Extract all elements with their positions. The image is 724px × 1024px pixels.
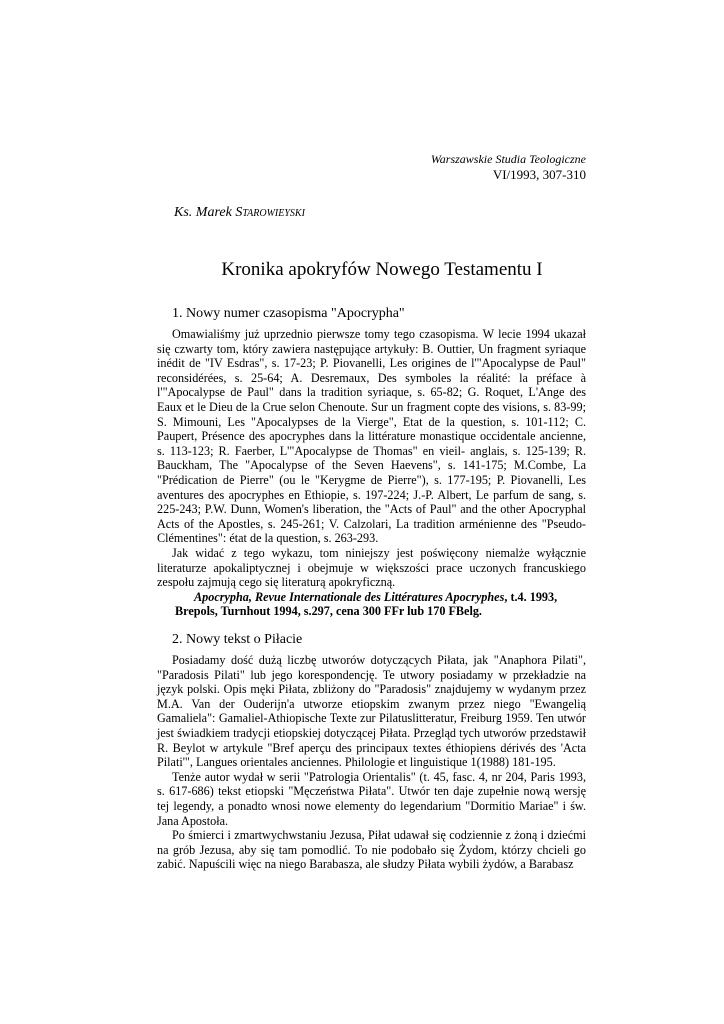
paragraph: Tenże autor wydał w serii "Patrologia Orientalis" (t. 45, fasc. 4, nr 204, Paris 1993, s. 617-686) tekst etiopski "Męczeństwa Piłata". Utwór ten daje zupełnie nową wersję tej legendy, a ponadto wnosi nowe elementy do legendarium "Dormitio Mariae" i św. Jana Apostoła.: [157, 769, 586, 828]
paragraph: Po śmierci i zmartwychwstaniu Jezusa, Piłat udawał się codziennie z żoną i dziećmi na grób Jezusa, aby się tam pomodlić. To nie podobało się Żydom, którzy chcieli go zabić. Napuścili więc na niego Barabasza, ale słudzy Piłata wybili żydów, a Barabasz: [157, 828, 586, 872]
section-1-heading: 1. Nowy numer czasopisma "Apocrypha": [172, 306, 405, 321]
journal-name: Warszawskie Studia Teologiczne: [430, 152, 586, 166]
section-2-heading: 2. Nowy tekst o Piłacie: [172, 632, 303, 647]
author-surname: Starowieyski: [235, 205, 305, 220]
journal-header: [431, 152, 586, 182]
author-prefix: Ks. Marek: [174, 205, 236, 220]
bibliography-title: Apocrypha, Revue Internationale des Littératures Apocryphes: [194, 589, 505, 604]
paragraph: Posiadamy dość dużą liczbę utworów dotyczących Piłata, jak "Anaphora Pilati", "Paradosis Pilati" lub jego korespondencję. Te utwory posiadamy w przekładzie na język polski. Opis męki Piłata, zbliżony do "Paradosis" znajdujemy w wydanym przez M.A. Van der Ouderijn'a utworze etiopskim zwanym przez niego "Ewangelią Gamaliela": Gamaliel-Athiopische Texte zur Pilatuslitteratur, Freiburg 1959. Ten utwór jest świadkiem tradycji etiopskiej dotyczącej Piłata. Przegląd tych utworów przedstawił R. Beylot w artykule "Bref aperçu des principaux textes éthiopiens dérivés des 'Acta Pilati'", Langues orientales anciennes. Philologie et linguistique 1(1988) 181-195.: [157, 653, 586, 770]
bibliography-details: , t.4. 1993,: [504, 589, 558, 604]
bibliography-entry: [157, 590, 586, 619]
journal-issue: VI/1993, 307-310: [492, 167, 586, 182]
author-line: [174, 205, 305, 221]
article-title: Kronika apokryfów Nowego Testamentu I: [221, 259, 543, 280]
bibliography-publisher: Brepols, Turnhout 1994, s.297, cena 300 FFr lub 170 FBelg.: [175, 604, 482, 619]
paragraph: Omawialiśmy już uprzednio pierwsze tomy tego czasopisma. W lecie 1994 ukazał się czwarty tom, który zawiera następujące artykuły: B. Outtier, Un fragment syriaque inédit de "IV Esdras", s. 17-23; P. Piovanelli, Les origines de l'"Apocalypse de Paul" reconsidérées, s. 25-64; A. Desremaux, Des symboles la réalité: la préface à l'"Apocalypse de Paul" dans la tradition syriaque, s. 65-82; G. Roquet, L'Ange des Eaux et le Dieu de la Crue selon Chenoute. Sur un fragment copte des visions, s. 83-99; S. Mimouni, Les "Apocalypses de la Vierge", Etat de la question, s. 101-112; C. Paupert, Présence des apocryphes dans la littérature monastique occidentale ancienne, s. 113-123; R. Faerber, L'"Apocalypse de Thomas" en vieil- anglais, s. 125-139; R. Bauckham, The "Apocalypse of the Seven Haevens", s. 141-175; M.Combe, La "Prédication de Pierre" (ou le "Kerygme de Pierre"), s. 177-195; P. Piovanelli, Les aventures des apocryphes en Ethiopie, s. 197-224; J.-P. Albert, Le parfum de sang, s. 225-243; P.W. Dunn, Women's liberation, the "Acts of Paul" and the other Apocryphal Acts of the Apostles, s. 245-261; V. Calzolari, La tradition arménienne des "Pseudo- Clémentines": état de la question, s. 263-293.: [157, 327, 586, 546]
section-2-body: [157, 653, 586, 872]
section-1-body: [157, 327, 586, 619]
paragraph: Jak widać z tego wykazu, tom niniejszy jest poświęcony niemalże wyłącznie literaturze apokaliptycznej i obejmuje w większości prace uczonych francuskiego zespołu zajmują cego się literaturą apokryficzną.: [157, 545, 586, 590]
